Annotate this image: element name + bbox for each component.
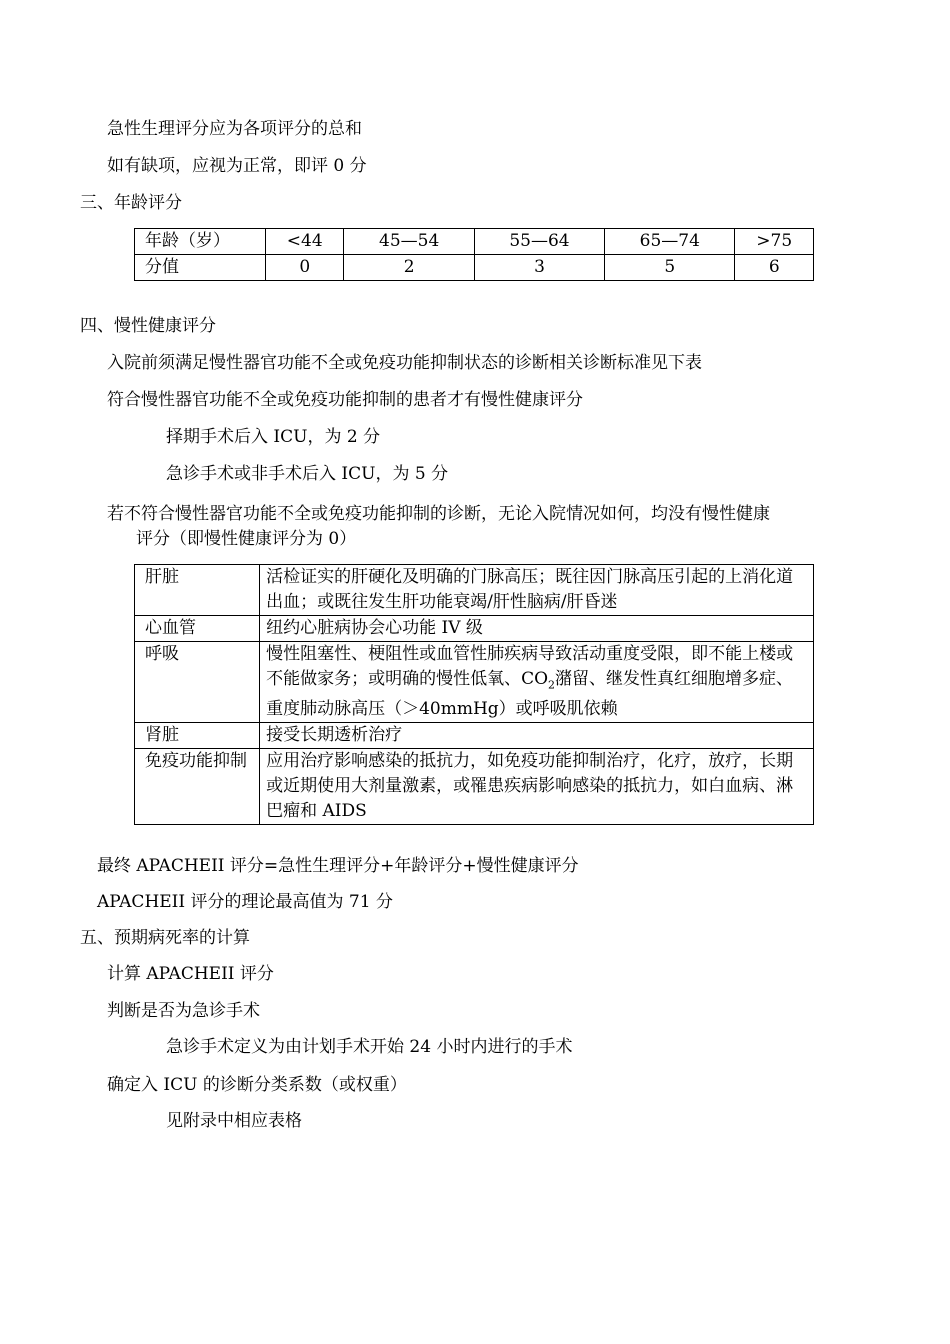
section-4-p2: 符合慢性器官功能不全或免疫功能抑制的患者才有慢性健康评分 [107,390,583,410]
intro-line-1: 急性生理评分应为各项评分的总和 [107,119,362,139]
section-5-step-3-note: 见附录中相应表格 [166,1111,302,1131]
criteria-text-part: 慢性阻塞性、梗阻性或血管性肺疾病导致活动重度受限，即不能上楼或不能做家务；或明确的慢性低氧、CO [266,644,794,689]
final-score-formula: 最终 APACHEII 评分=急性生理评分+年龄评分+慢性健康评分 [97,856,579,876]
section-5-title: 五、预期病死率的计算 [80,928,250,948]
age-cell: 45—54 [344,229,474,255]
organ-cell: 肝脏 [135,565,260,616]
age-cell: <44 [266,229,344,255]
score-label: 分值 [135,255,266,281]
score-cell: 2 [344,255,474,281]
score-row [135,255,814,281]
age-row [135,229,814,255]
section-4-p5-line-1: 若不符合慢性器官功能不全或免疫功能抑制的诊断，无论入院情况如何，均没有慢性健康 [107,504,770,524]
section-4-p3: 择期手术后入 ICU，为 2 分 [166,427,381,447]
criteria-text-part: 潴留、继发性真红细胞增多症、重度肺动脉高压（＞40mmHg）或呼吸肌依赖 [266,669,794,720]
age-cell: >75 [735,229,814,255]
section-4-p4: 急诊手术或非手术后入 ICU，为 5 分 [166,464,449,484]
section-5-step-2: 判断是否为急诊手术 [107,1001,260,1021]
intro-line-2: 如有缺项，应视为正常，即评 0 分 [107,156,367,176]
age-cell: 65—74 [605,229,735,255]
section-3-title: 三、年龄评分 [80,193,182,213]
chronic-row [135,749,814,825]
chronic-row [135,642,814,723]
score-cell: 6 [735,255,814,281]
subscript: 2 [548,678,556,692]
section-5-step-3: 确定入 ICU 的诊断分类系数（或权重） [107,1075,407,1095]
score-cell: 0 [266,255,344,281]
final-score-max: APACHEII 评分的理论最高值为 71 分 [97,892,393,912]
section-5-step-2-note: 急诊手术定义为由计划手术开始 24 小时内进行的手术 [166,1037,573,1057]
criteria-cell: 接受长期透析治疗 [260,723,814,749]
age-score-table [134,228,814,281]
chronic-row [135,616,814,642]
chronic-row [135,723,814,749]
score-cell: 5 [605,255,735,281]
chronic-row [135,565,814,616]
criteria-cell: 应用治疗影响感染的抵抗力，如免疫功能抑制治疗，化疗，放疗，长期或近期使用大剂量激素，或罹患疾病影响感染的抵抗力，如白血病、淋巴瘤和 AIDS [260,749,814,825]
section-4-title: 四、慢性健康评分 [80,316,216,336]
chronic-health-table [134,564,814,825]
score-cell: 3 [474,255,604,281]
organ-cell: 肾脏 [135,723,260,749]
organ-cell: 心血管 [135,616,260,642]
section-5-step-1: 计算 APACHEII 评分 [107,964,274,984]
organ-cell: 呼吸 [135,642,260,723]
age-cell: 55—64 [474,229,604,255]
criteria-cell: 活检证实的肝硬化及明确的门脉高压；既往因门脉高压引起的上消化道出血；或既往发生肝功能衰竭/肝性脑病/肝昏迷 [260,565,814,616]
age-header-label: 年龄（岁） [135,229,266,255]
criteria-cell [260,642,814,723]
section-4-p1: 入院前须满足慢性器官功能不全或免疫功能抑制状态的诊断相关诊断标准见下表 [107,353,702,373]
criteria-cell: 纽约心脏病协会心功能 IV 级 [260,616,814,642]
organ-cell: 免疫功能抑制 [135,749,260,825]
section-4-p5-line-2: 评分（即慢性健康评分为 0） [136,529,357,549]
